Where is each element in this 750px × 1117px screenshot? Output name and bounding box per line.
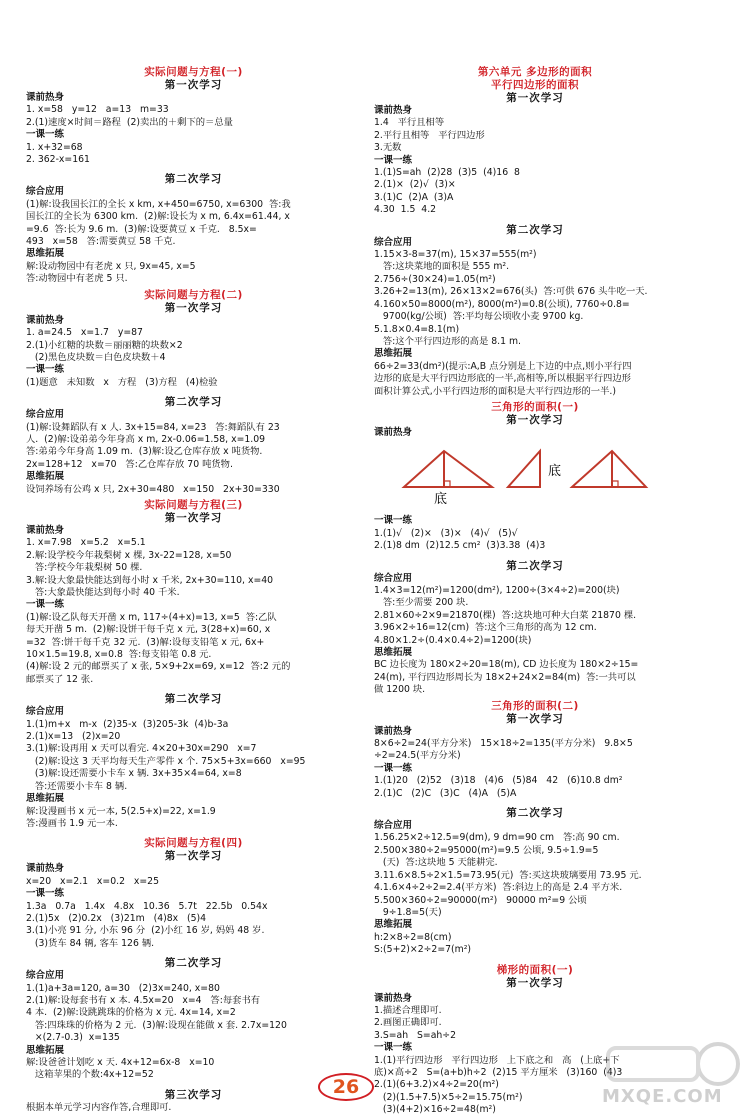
answer-line: 493 x=58 答:需要黄豆 58 千克. [26,236,176,248]
answer-line: 4.80×1.2÷(0.4×0.4÷2)=1200(块) [374,634,532,646]
answer-line: 答:漫画书 1.9 元一本. [26,817,118,829]
part-heading: 思维拓展 [26,793,65,805]
answer-line: ×(2.7-0.3) x=135 [26,1032,120,1044]
answer-line: 1. x=7.98 x=5.2 x=5.1 [26,537,146,549]
spacer [374,957,696,964]
answer-line: 66÷2=33(dm²)(提示:A,B 点分别是上下边的中点,则小平行四 [374,360,632,372]
answer-line: 3.(1)解:设再用 x 天可以看完. 4×20+30x=290 x=7 [26,743,257,755]
answer-line: 答:至少需要 200 块. [374,597,469,609]
answer-line: (3)(4+2)×16÷2=48(m²) [374,1104,496,1116]
answer-line: 2.756÷(30×24)=1.05(m²) [374,273,496,285]
section-title: 实际问题与方程(二) [144,288,243,301]
part-heading: 一课一练 [374,762,413,774]
part-heading: 课前热身 [26,863,65,875]
study-subtitle: 第一次学习 [506,976,564,989]
part-heading: 思维拓展 [26,1044,65,1056]
answer-line: 4.30 1.5 4.2 [374,204,437,216]
answer-line: 2.81×60÷2×9=21870(棵) 答:这块地可种大白菜 21870 棵. [374,609,637,621]
answer-line: =32 答:饼干每千克 32 元. (3)解:设每支铅笔 x 元, 6x+ [26,636,265,648]
study-subtitle: 第二次学习 [164,173,223,186]
answer-line: 1.56.25×2÷12.5=9(dm), 9 dm=90 cm 答:高 90 cm. [374,832,620,844]
answer-line: 设饲养场有公鸡 x 只, 2x+30=480 x=150 2x+30=330 [26,483,280,495]
study-subtitle: 第一次学习 [164,850,223,863]
answer-line: 做 1200 块. [374,684,426,696]
answer-line: 2.500×380÷2=95000(m²)=9.5 公顷, 9.5÷1.9=5 [374,844,599,856]
answer-line: 9÷1.8=5(天) [374,906,442,918]
triangle-diagrams [400,445,650,511]
spacer [26,1082,361,1089]
part-heading: 一课一练 [26,888,65,900]
part-heading: 思维拓展 [374,919,413,931]
answer-line: 2.(1)C (2)C (3)C (4)A (5)A [374,787,517,799]
answer-line: 1.15×3-8=37(m), 15×37=555(m²) [374,249,537,261]
answer-line: 1. x=58 y=12 a=13 m=33 [26,104,169,116]
answer-line: 人. (2)解:设弟弟今年身高 x m, 2x-0.06=1.58, x=1.09 [26,433,266,445]
answer-line: 3.11.6×8.5÷2×1.5=73.95(元) 答:买这块玻璃要用 73.95 元. [374,869,642,881]
part-heading: 综合应用 [26,409,65,421]
answer-line: 面积计算公式,小平行四边形的面积是大平行四边形的一半.) [374,385,616,397]
answer-line: (2)黑色皮块数＝白色皮块数＋4 [26,351,166,363]
answer-line: 2.(1)x=13 (2)x=20 [26,731,121,743]
answer-line: 答:这个平行四边形的高是 8.1 m. [374,335,521,347]
answer-line: 答:还需要小卡车 8 辆. [26,780,128,792]
part-heading: 综合应用 [26,706,65,718]
section-title: 三角形的面积(一) [491,400,579,413]
page-number: 26 [332,1076,360,1098]
answer-line: 解:设漫画书 x 元一本, 5(2.5+x)=22, x=1.9 [26,805,216,817]
study-subtitle: 第一次学习 [506,712,564,725]
answer-line: 5.500×360÷2=90000(m²) 90000 m²=9 公顷 [374,894,587,906]
answer-line: 1.(1)a+3a=120, a=30 (2)3x=240, x=80 [26,982,220,994]
answer-line: 根据本单元学习内容作答,合理即可. [26,1101,172,1113]
left-column [26,66,361,1114]
study-subtitle: 第二次学习 [164,693,223,706]
answer-line: 5.1.8×0.4=8.1(m) [374,323,460,335]
answer-line: 国长江的全长为 6300 km. (2)解:设长为 x m, 6.4x=61.44, x [26,211,290,223]
spacer [374,553,696,560]
part-heading: 课前热身 [374,105,413,116]
answer-line: 4.160×50=8000(m²), 8000(m²)=0.8(公顷), 7760÷0.8= [374,298,630,310]
answer-line: 每天开凿 5 m. (2)解:设饼干每千克 x 元, 3(28+x)=60, x [26,624,271,636]
answer-line: 3.解:设大象最快能达到每小时 x 千米, 2x+30=110, x=40 [26,574,274,586]
answer-line: 2.(1)速度×时间＝路程 (2)卖出的＋剩下的＝总量 [26,116,233,128]
part-heading: 综合应用 [374,236,413,248]
answer-line: 3.无数 [374,142,402,154]
base-label-2: 底 [548,464,562,480]
answer-line: (1)题意 未知数 x 方程 (3)方程 (4)检验 [26,376,218,388]
part-heading: 综合应用 [374,820,413,832]
answer-line: 答:这块菜地的面积是 555 m². [374,261,510,273]
section-title: 实际问题与方程(一) [144,66,243,78]
section-title: 平行四边形的面积 [491,79,579,91]
answer-line: x=20 x=2.1 x=0.2 x=25 [26,875,159,887]
answer-line: 答:学校今年栽梨树 50 棵. [26,562,143,574]
section-title: 第六单元 多边形的面积 [477,66,593,78]
answer-line: 2.解:设学校今年栽梨树 x 棵, 3x-22=128, x=50 [26,549,232,561]
triangle-3 [572,451,646,487]
study-subtitle: 第二次学习 [164,957,223,970]
answer-line: 2x=128+12 x=70 答:乙仓库存放 70 吨货物. [26,458,233,470]
answer-line: (1)解:设乙队每天开凿 x m, 117÷(4+x)=13, x=5 答:乙队 [26,611,277,623]
answer-line: 2.(1)8 dm (2)12.5 cm² (3)3.38 (4)3 [374,540,546,552]
answer-line: =9.6 答:长为 9.6 m. (3)解:设要黄豆 x 千克. 8.5x= [26,223,257,235]
answer-line: 答:动物园中有老虎 5 只. [26,273,128,285]
triangle-1 [404,451,492,487]
part-heading: 思维拓展 [26,248,65,260]
answer-line: 9700(kg/公顷) 答:平均每公顷收小麦 9700 kg. [374,311,584,323]
base-label-1: 底 [434,492,448,508]
answer-line: ÷2=24.5(平方分米) [374,750,461,762]
answer-line: 2.(1)小红糖的块数＝丽丽糖的块数×2 [26,339,183,351]
study-subtitle: 第一次学习 [164,301,223,314]
answer-line: (4)解:设 2 元的邮票买了 x 张, 5×9+2x=69, x=12 答:2 元的 [26,661,291,673]
answer-line: h:2×8÷2=8(cm) [374,931,452,943]
answer-line: 3.(1)小亮 91 分, 小东 96 分 (2)小红 16 岁, 妈妈 48 岁. [26,925,265,937]
answer-line: (2)(1.5+7.5)×5÷2=15.75(m²) [374,1091,523,1103]
right-column [374,66,696,1117]
answer-line: 3.96×2÷16=12(cm) 答:这个三角形的高为 12 cm. [374,622,597,634]
answer-line: 答:弟弟今年身高 1.09 m. (3)解:设乙仓库存放 x 吨货物. [26,446,263,458]
answer-line: (1)解:设舞蹈队有 x 人. 3x+15=84, x=23 答:舞蹈队有 23 [26,421,280,433]
answer-line: 3.26+2=13(m), 26×13×2=676(头) 答:可供 676 头牛吃一天. [374,286,648,298]
study-subtitle: 第二次学习 [506,223,564,236]
answer-line: 1.4×3=12(m²)=1200(dm²), 1200÷(3×4÷2)=200(块) [374,584,620,596]
answer-line: 1. x+32=68 [26,141,83,153]
answer-line: 1.4 平行且相等 [374,117,445,129]
answer-line: 1.3a 0.7a 1.4x 4.8x 10.36 5.7t 22.5b 0.54x [26,900,268,912]
answer-line: 答:大象最快能达到每小时 40 千米. [26,587,180,598]
part-heading: 一课一练 [26,599,65,611]
part-heading: 课前热身 [374,992,413,1004]
answer-line: 4 本. (2)解:设跳跳珠的价格为 x 元. 4x=14, x=2 [26,1007,236,1019]
study-subtitle: 第一次学习 [506,413,564,426]
part-heading: 课前热身 [26,314,65,326]
answer-line: 8×6÷2=24(平方分米) 15×18÷2=135(平方分米) 9.8×5 [374,738,633,750]
section-title: 三角形的面积(二) [491,699,579,712]
part-heading: 课前热身 [26,524,65,536]
answer-line: 3.S=ah S=ah÷2 [374,1029,457,1041]
answer-line: 10×1.5=19.8, x=0.8 答:每支铅笔 0.8 元. [26,649,212,661]
answer-line: 1.(1)平行四边形 平行四边形 上下底之和 高 (上底+下 [374,1054,620,1066]
answer-line: 1.(1)20 (2)52 (3)18 (4)6 (5)84 42 (6)10.8 dm² [374,775,623,787]
part-heading: 一课一练 [26,129,65,141]
part-heading: 课前热身 [26,92,65,103]
answer-line: 底)×高÷2 S=(a+b)h÷2 (2)15 平方厘米 (3)160 (4)3 [374,1066,623,1078]
answer-line: (2)解:设这 3 天平均每天生产零件 x 个. 75×5+3x=660 x=95 [26,755,306,767]
watermark-icon [598,1040,748,1088]
answer-line: 24(m), 平行四边形周长为 18×2+24×2=84(m) 答:一共可以 [374,671,636,683]
study-subtitle: 第一次学习 [164,79,223,91]
part-heading: 思维拓展 [374,348,413,360]
answer-line: 2. 362-x=161 [26,154,90,166]
study-subtitle: 第二次学习 [506,807,564,820]
answer-line: 1. a=24.5 x=1.7 y=87 [26,327,143,339]
answer-line: 1.(1)m+x m-x (2)35-x (3)205-3k (4)b-3a [26,718,229,730]
answer-line: 1.(1)√ (2)× (3)× (4)√ (5)√ [374,527,518,539]
answer-line: 这箱苹果的个数:4x+12=52 [26,1069,154,1081]
study-subtitle: 第二次学习 [506,559,564,572]
answer-line: 2.平行且相等 平行四边形 [374,129,485,141]
answer-line: BC 边长度为 180×2÷20=18(m), CD 边长度为 180×2÷15= [374,659,639,671]
study-subtitle: 第二次学习 [164,396,223,409]
part-heading: 一课一练 [374,515,413,527]
section-title: 实际问题与方程(三) [144,498,243,511]
spacer [374,800,696,807]
part-heading: 思维拓展 [374,647,413,658]
answer-line: 3.(1)C (2)A (3)A [374,191,454,203]
answer-line: 2.(1)5x (2)0.2x (3)21m (4)8x (5)4 [26,912,207,924]
answer-line: (3)解:设还需要小卡车 x 辆. 3x+35×4=64, x=8 [26,768,242,780]
part-heading: 综合应用 [26,186,65,198]
study-subtitle: 第三次学习 [164,1088,223,1101]
watermark-logo [598,1040,748,1110]
section-title: 实际问题与方程(四) [144,837,243,850]
part-heading: 综合应用 [374,572,413,584]
answer-line: (1)解:设我国长江的全长 x km, x+450=6750, x=6300 答:我 [26,198,291,210]
answer-line: 2.画图正确即可. [374,1017,442,1029]
study-subtitle: 第一次学习 [164,511,223,524]
answer-line: 解:设动物园中有老虎 x 只, 9x=45, x=5 [26,260,196,272]
page-number-badge [318,1073,376,1103]
part-heading: 思维拓展 [26,471,65,483]
part-heading: 课前热身 [374,426,413,438]
answer-line: 4.1.6×4÷2÷2=2.4(平方米) 答:斜边上的高是 2.4 平方米. [374,882,623,894]
answer-line: 答:四珠珠的价格为 2 元. (3)解:设现在能做 x 套. 2.7x=120 [26,1019,287,1031]
answer-line: S:(5+2)×2÷2=7(m²) [374,944,472,956]
part-heading: 一课一练 [374,1042,413,1054]
answer-line: 边形的底是大平行四边形底的一半,高相等,所以根据平行四边形 [374,373,631,385]
section-title: 梯形的面积(一) [496,963,574,976]
triangle-2 [508,451,540,487]
answer-line: 2.(1)(6+3.2)×4÷2=20(m²) [374,1079,499,1091]
part-heading: 一课一练 [26,364,65,376]
answer-line: 2.(1)× (2)√ (3)× [374,179,456,191]
part-heading: 一课一练 [374,154,413,166]
answer-line: (3)货车 84 辆, 客车 126 辆. [26,937,155,949]
answer-line: 1.(1)S=ah (2)28 (3)5 (4)16 8 [374,167,520,179]
answer-line: (天) 答:这块地 5 天能耕完. [374,857,498,869]
study-subtitle: 第一次学习 [506,92,564,104]
answer-line: 邮票买了 12 张. [26,673,94,685]
part-heading: 综合应用 [26,970,65,982]
answer-line: 解:设爸爸计划吃 x 天. 4x+12=6x-8 x=10 [26,1057,215,1068]
answer-line: 2.(1)解:设每套书有 x 本. 4.5x=20 x=4 答:每套书有 [26,994,261,1006]
watermark-text: MXQE.COM [602,1086,723,1107]
answer-line: 1.描述合理即可. [374,1004,442,1016]
spacer [374,217,696,224]
part-heading: 课前热身 [374,725,413,737]
